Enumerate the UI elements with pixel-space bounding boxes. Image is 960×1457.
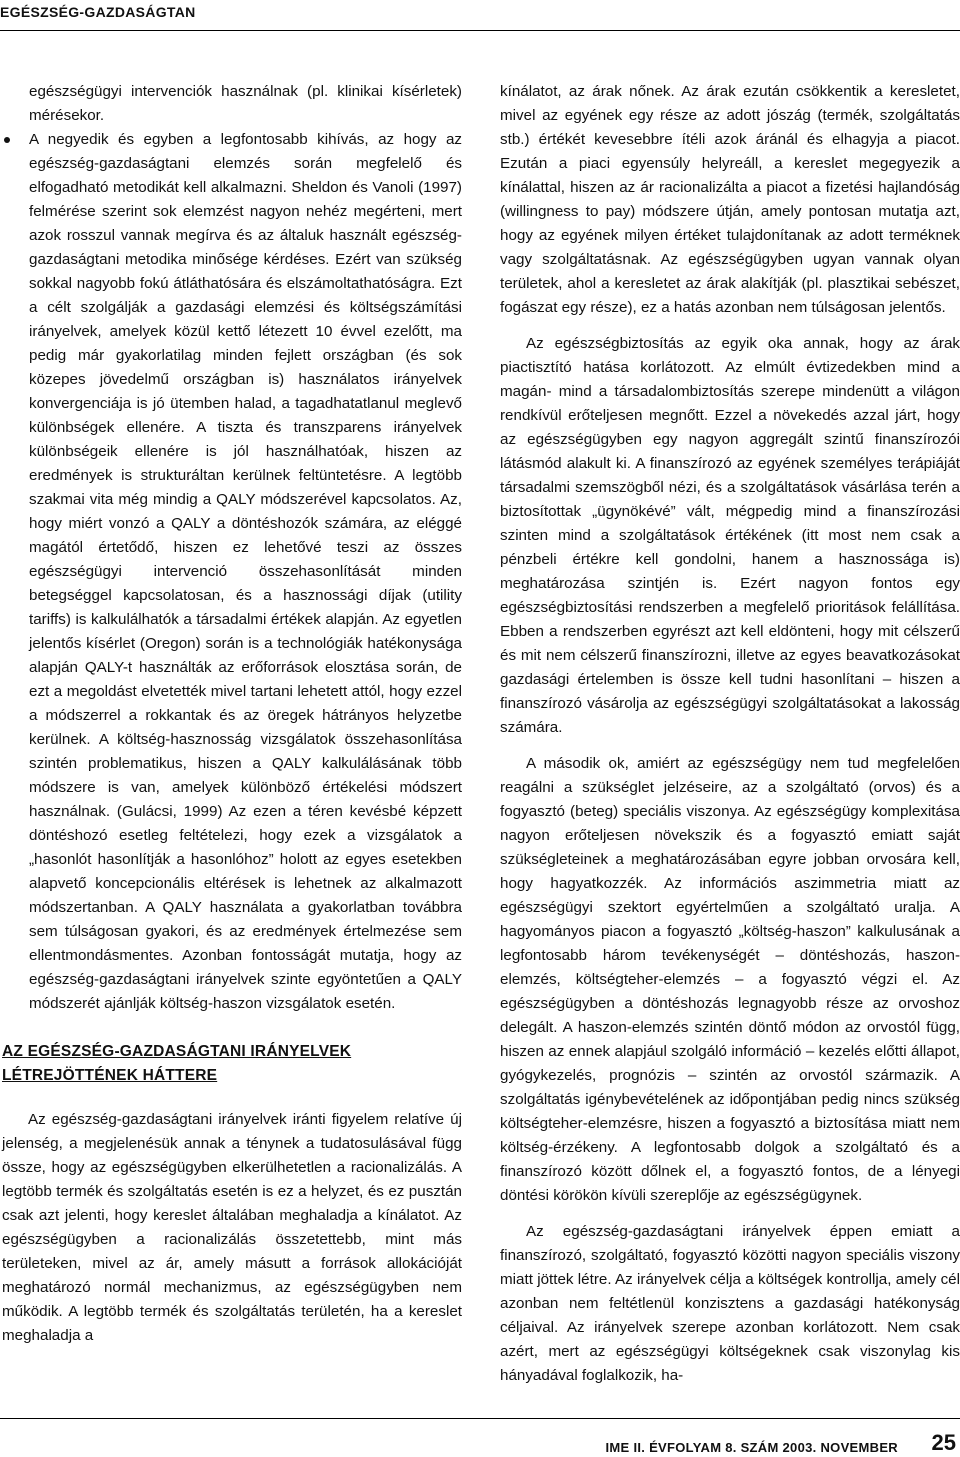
page-number: 25 <box>931 1430 956 1455</box>
bullet-dot-icon <box>4 137 10 143</box>
footer-rule <box>0 1418 960 1419</box>
bullet-item-text: A negyedik és egyben a legfontosabb kihívás, az hogy az egészség-gazdaságtani elemzés során megfelelő és elfogadható metodikát kell alkalmazni. Sheldon és Vanoli (1997) felmérése szerint sok elemzést nagyon nehéz megérteni, mert azok rosszul vannak megírva és az általuk használt egészség-gazdaságtani metodika minősége kérdéses. Ezért van szükség sokkal nagyobb fokú átláthatósára és elszámoltathatóságra. Ezt a célt szolgálják a gazdasági elemzési és költségszámítási irányelvek, amelyek közül kettő létezett 10 évvel ezelőtt, ma pedig már gyakorlatilag minden fejlett országban (és sok közepes jövedelmű országban is) használatos irányelvek konvergenciája is jó ütemben halad, a tagadhatatlanul meglevő különbségek ellenére. A tiszta és transzparens irányelvek különbségeik ellenére is jól használhatóak, hiszen az eredmények is strukturáltan kerülnek feltüntetésre. A legtöbb szakmai vita még mindig a QALY módszerével kapcsolatos. Az, hogy miért vonzó a QALY a döntéshozók számára, az eléggé magától értetődő, hiszen ez lehetővé teszi az összes egészségügyi intervenció összehasonlítását minden betegséggel kapcsolatosan, és a hasznossági díjak (utility tariffs) is kalkulálhatók a társadalmi értékek alapján. Az egyetlen jelentős kísérlet (Oregon) során is a technológiák hatékonysága alapján QALY-t használták az erőforrások elosztása során, de ezt a megoldást elvetették mivel tartani lehetett attól, hogy ezzel a módszerrel a rokkantak és az öregek hátrányos helyzetbe kerülnek. A költség-hasznosság vizsgálatok összehasonlítása szintén problematikus, hiszen a QALY kalkulálásának több módszere is van, amelyek különböző értékelési módszert használnak. (Gulácsi, 1999) Az ezen a téren kevésbé képzett döntéshozó esetleg feltételezi, hogy ezek a vizsgálatok a „hasonlót hasonlítják a hasonlóhoz” holott az egyes esetekben alapvető koncepcionális eltérések is lehetnek az alkalmazott módszertanban. A QALY használata a gyakorlatban továbbra sem túlságosan gyakori, és az eredmények értelmezése sem ellentmondásmentes. Azonban fontosságát mutatja, hogy az egészség-gazdaságtani irányelvek szinte egyöntetűen a QALY módszerét ajánlják költség-haszon vizsgálatok esetén. <box>29 131 462 1012</box>
bullet-list <box>2 128 462 1016</box>
left-column <box>2 80 462 1348</box>
body-paragraph: Az egészségbiztosítás az egyik oka annak, hogy az árak piactisztító hatása korlátozott. Az elmúlt évtizedekben mind a magán- mind a társadalombiztosítás szerepe mindenütt a világon rendkívül erőteljesen megnőtt. Ezzel a növekedés azzal járt, hogy az egészségügyben egy nagyon aggregált szintű finanszírozói látásmód alakult ki. A finanszírozó az egyének személyes terápiáját társadalmi szemszögből nézi, és a szolgáltatások vásárlása terén a biztosítottak „ügynökévé” vált, mégpedig mind a finanszírozási szinten mind a szolgáltatások értékének (itt most nem csak a pénzbeli értékre kell gondolni, hanem a hasznossága is) meghatározása szintjén is. Ezért nagyon fontos egy egészségbiztosítási rendszerben a megfelelő prioritások felállítása. Ebben a rendszerben egyrészt azt kell eldönteni, hogy mit célszerű és mit nem célszerű finanszírozni, illetve az egyes beavatkozásokat gazdasági értelemben is össze kell tudni hasonlítani – hiszen a finanszírozó vásárolja az egészségügyi szolgáltatásokat a lakosság számára. <box>500 335 960 736</box>
section-heading-line-2: LÉTREJÖTTÉNEK HÁTTERE <box>2 1067 218 1084</box>
running-header-title: EGÉSZSÉG-GAZDASÁGTAN <box>0 4 196 20</box>
journal-issue-label: IME II. ÉVFOLYAM 8. SZÁM 2003. NOVEMBER <box>605 1440 898 1455</box>
bullet-item <box>2 128 462 1016</box>
body-paragraph: Az egészség-gazdaságtani irányelvek iránti figyelem relatíve új jelenség, a megjelenésük annak a ténynek a tudatosulásával függ össze, hogy az egészségügyben elkerülhetetlen a racionalizálás. A legtöbb termék és szolgáltatás esetén is ez a helyzet, és ez pusztán csak azt jelenti, hogy kereslet általában meghaladja a kínálatot. Az egészségügyben a racionalizálás összetettebb, mint más területeken, mivel az ár, amely másutt a források allokációját meghatározó normál mechanizmus, az egészségügyben nem működik. A legtöbb termék és szolgáltatás területén, ha a kereslet meghaladja a <box>2 1111 462 1344</box>
body-paragraph: kínálatot, az árak nőnek. Az árak ezután csökkentik a keresletet, mivel az egyének egy része az adott jószág (termék, szolgáltatás stb.) értékét kevesebbre ítéli azok áránál és elhagyja a piacot. Ezután a piaci egyensúly helyreáll, a kereslet megegyezik a kínálattal, hiszen az ár racionalizálta a piacot a fizetési hajlandóság (willingness to pay) módszere útján, amely pontosan mutatja azt, hogy az egyének milyen értéket tulajdonítanak az adott terméknek vagy szolgáltatásnak. Az egészségügyben ugyan vannak olyan területek, ahol a keresletet az árak alakítják (pl. plasztikai sebészet, fogászat egy része), ez a hatás azonban nem túlságosan jelentős. <box>500 83 960 316</box>
section-heading-line-1: AZ EGÉSZSÉG-GAZDASÁGTANI IRÁNYELVEK <box>2 1043 352 1060</box>
right-column <box>500 80 960 1388</box>
section-heading <box>2 1040 462 1088</box>
bullet-continuation-text: egészségügyi intervenciók használnak (pl. klinikai kísérletek) mérésekor. <box>29 83 462 124</box>
body-paragraph: Az egészség-gazdaságtani irányelvek éppen emiatt a finanszírozó, szolgáltató, fogyasztó közötti nagyon speciális viszony miatt jöttek létre. Az irányelvek célja a költségek kontrollja, amely cél azonban nem feltétlenül konzisztens a gazdasági hatékonyság céljaival. Az irányelvek szerepe azonban korlátozott. Nem csak azért, mert az egészségügyi költségeknek csak viszonylag kis hányadával foglalkozik, ha- <box>500 1223 960 1384</box>
body-paragraph: A második ok, amiért az egészségügy nem tud megfelelően reagálni a szükséglet jelzéseire, az a szolgáltató (orvos) és a fogyasztó (beteg) speciális viszonya. Az egészségügy komplexitása nagyon erőteljesen növekszik és a fogyasztó emiatt saját szükségleteinek a meghatározásában egyre jobban orvosára kell, hogy hagyatkozzék. Az információs aszimmetria miatt az egészségügyi szektort egyértelműen a szolgáltató uralja. A hagyományos piacon a fogyasztó „költség-haszon” kalkulusának a legfontosabb három tevékenységét – döntéshozás, haszon-elemzés, költségteher-elemzés – a fogyasztó végzi el. Az egészségügyben a döntéshozás legnagyobb része az orvoshoz delegált. A haszon-elemzés szintén döntő módon az orvostól függ, hiszen az ennek alapjául szolgáló információ – kezelés előtti állapot, gyógykezelés, prognózis – szintén az orvostól származik. A szolgáltatás igénybevételének az időpontjában pedig nincs szükség költségteher-elemzésre, hiszen a fogyasztó a biztosítása miatt nem költség-érzékeny. A legfontosabb dolgok a szolgáltató és a finanszírozó között dőlnek el, a fogyasztó fontos, de a lényegi döntési körökön kívüli szereplője az egészségügynek. <box>500 755 960 1204</box>
header-rule <box>0 30 960 31</box>
